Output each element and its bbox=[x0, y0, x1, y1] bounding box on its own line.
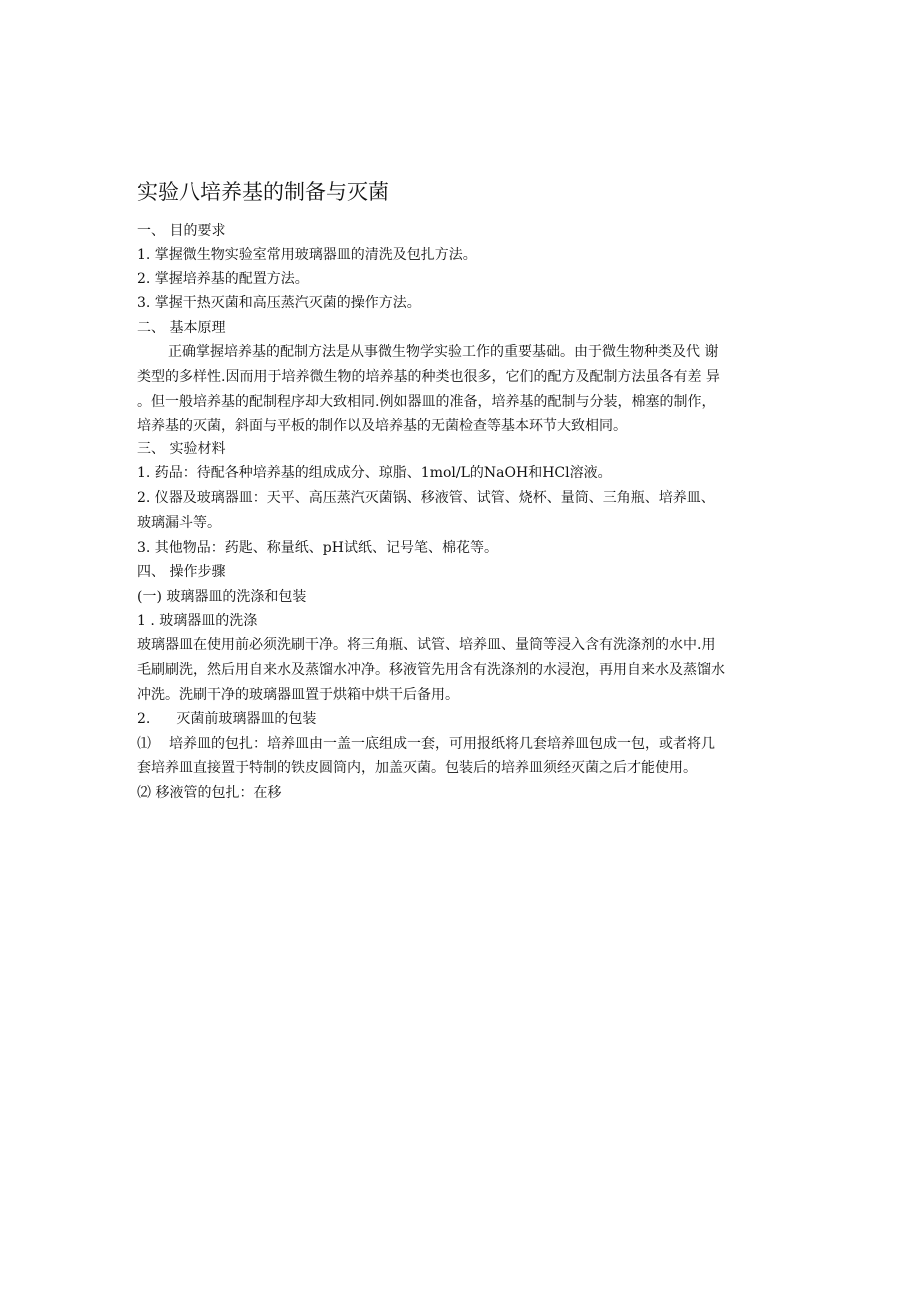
item-text: 灭菌前玻璃器皿的包装 bbox=[176, 711, 317, 727]
list-item bbox=[137, 733, 715, 755]
section-heading-materials: 三、 实验材料 bbox=[137, 441, 226, 457]
list-item: 3. 其他物品：药匙、称量纸、pH试纸、记号笔、棉花等。 bbox=[137, 540, 498, 556]
paragraph-line: 毛刷刷洗，然后用自来水及蒸馏水冲净。移液管先用含有洗涤剂的水浸泡，再用自来水及蒸馏水 bbox=[137, 662, 725, 678]
paragraph-line: 培养基的灭菌，斜面与平板的制作以及培养基的无菌检查等基本环节大致相同。 bbox=[137, 418, 627, 434]
paragraph-line: 冲洗。洗刷干净的玻璃器皿置于烘箱中烘干后备用。 bbox=[137, 687, 459, 703]
item-number: 2. bbox=[137, 711, 151, 727]
list-item: 2. 掌握培养基的配置方法。 bbox=[137, 271, 309, 287]
item-text: 培养皿的包扎：培养皿由一盖一底组成一套，可用报纸将几套培养皿包成一包，或者将几 bbox=[169, 736, 715, 752]
paragraph-line: 类型的多样性.因而用于培养微生物的培养基的种类也很多，它们的配方及配制方法虽各有差 异 bbox=[137, 369, 720, 385]
list-item: 3. 掌握干热灭菌和高压蒸汽灭菌的操作方法。 bbox=[137, 295, 421, 311]
list-item-continued: 套培养皿直接置于特制的铁皮圆筒内，加盖灭菌。包装后的培养皿须经灭菌之后才能使用。 bbox=[137, 760, 697, 776]
subsection-heading bbox=[137, 708, 316, 730]
section-heading-procedure: 四、 操作步骤 bbox=[137, 564, 226, 580]
subsection-heading: (一) 玻璃器皿的洗涤和包装 bbox=[137, 589, 307, 605]
list-item: 1. 掌握微生物实验室常用玻璃器皿的清洗及包扎方法。 bbox=[137, 247, 477, 263]
list-item: 1. 药品：待配各种培养基的组成成分、琼脂、1mol/L的NaOH和HCl溶液。 bbox=[137, 465, 612, 481]
list-item: ⑵ 移液管的包扎：在移 bbox=[137, 785, 282, 801]
paragraph-line: 。但一般培养基的配制程序却大致相同.例如器皿的准备，培养基的配制与分装，棉塞的制作， bbox=[137, 394, 716, 410]
list-item-continued: 玻璃漏斗等。 bbox=[137, 515, 221, 531]
paragraph-line: 正确掌握培养基的配制方法是从事微生物学实验工作的重要基础。由于微生物种类及代 谢 bbox=[168, 344, 719, 360]
list-item: 2. 仪器及玻璃器皿：天平、高压蒸汽灭菌锅、移液管、试管、烧杯、量筒、三角瓶、培养皿、 bbox=[137, 490, 715, 506]
section-heading-principles: 二、 基本原理 bbox=[137, 320, 226, 336]
subsection-heading: 1 . 玻璃器皿的洗涤 bbox=[137, 613, 258, 629]
document-title: 实验八培养基的制备与灭菌 bbox=[137, 180, 389, 204]
item-number: ⑴ bbox=[137, 736, 151, 752]
section-heading-objectives: 一、 目的要求 bbox=[137, 223, 226, 239]
paragraph-line: 玻璃器皿在使用前必须洗刷干净。将三角瓶、试管、培养皿、量筒等浸入含有洗涤剂的水中.用 bbox=[137, 637, 716, 653]
